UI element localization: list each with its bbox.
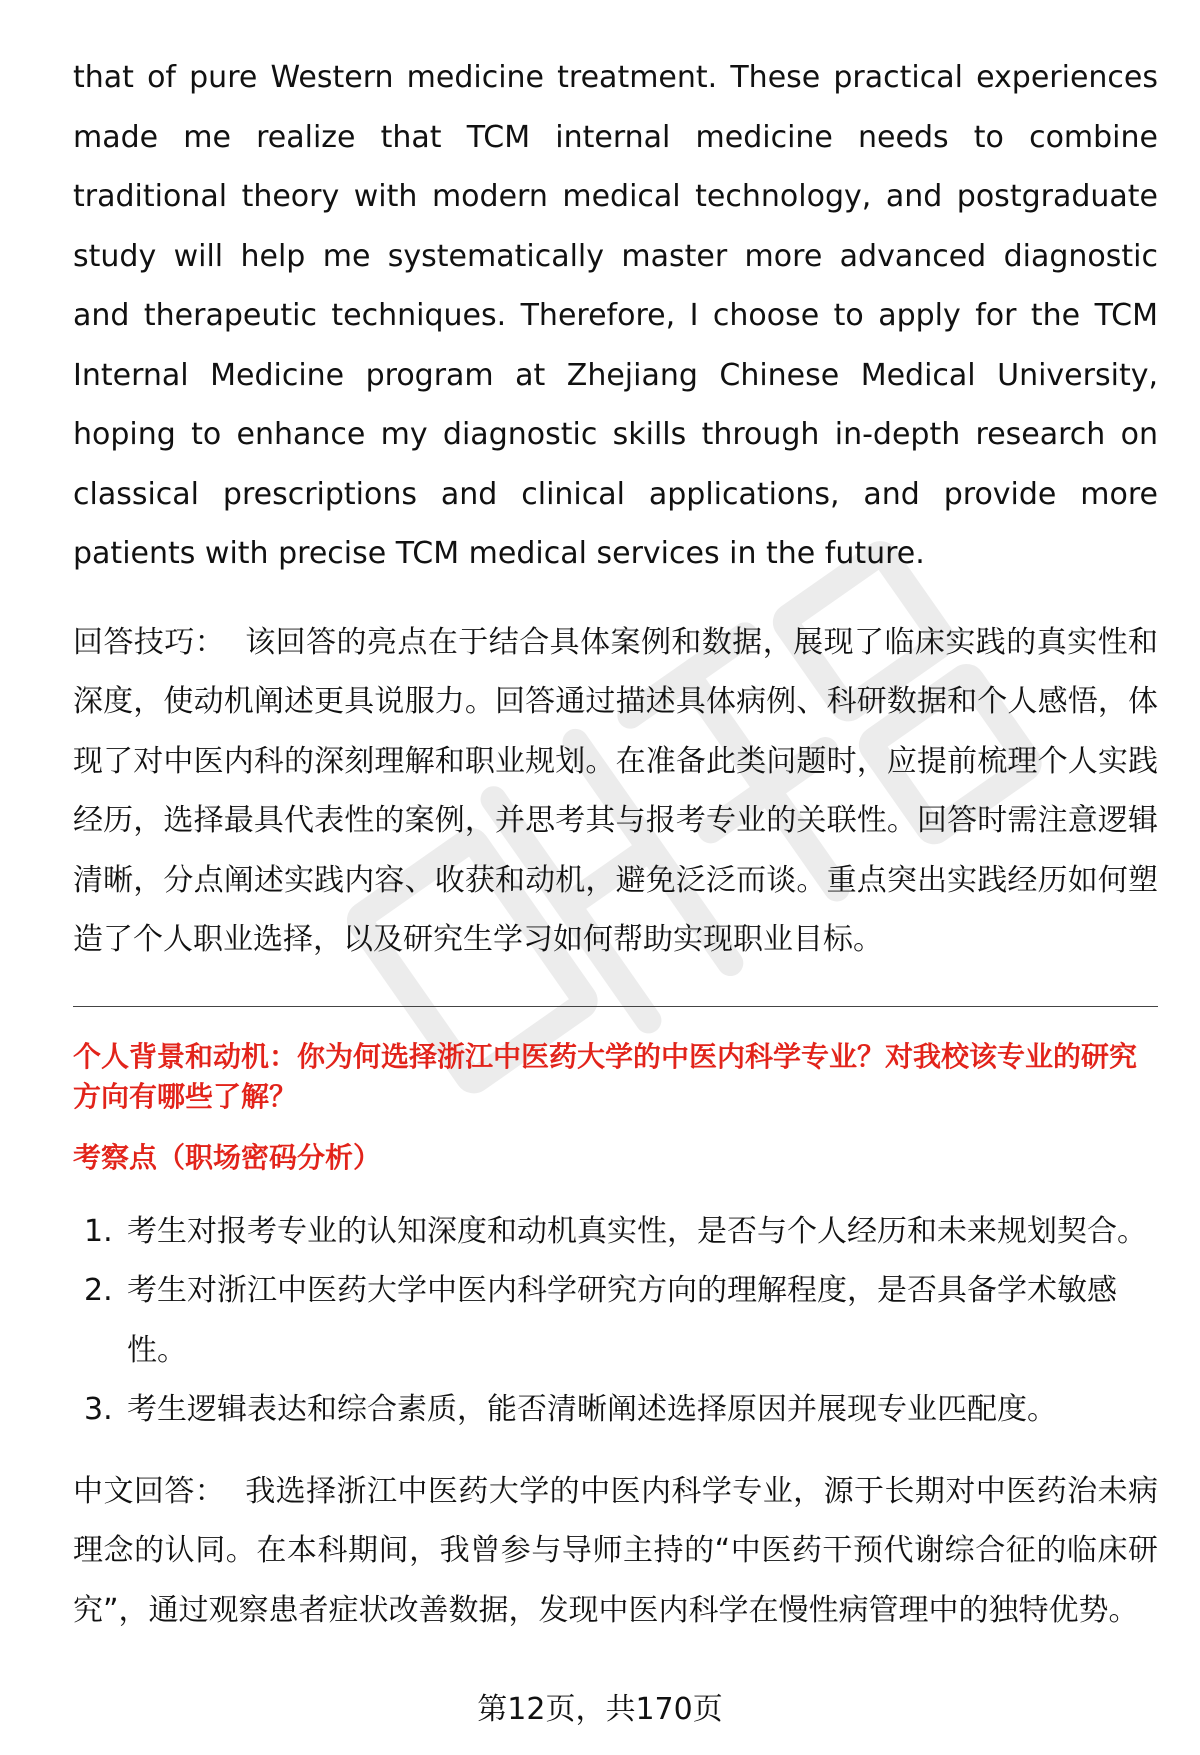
list-item-number: 3.	[84, 1392, 113, 1427]
answer-tip-text: 该回答的亮点在于结合具体案例和数据，展现了临床实践的真实性和深度，使动机阐述更具说服力。回答通过描述具体病例、科研数据和个人感悟，体现了对中医内科的深刻理解和职业规划。在准备此类问题时，应提前梳理个人实践经历，选择最具代表性的案例，并思考其与报考专业的关联性。回答时需注意逻辑清晰，分点阐述实践内容、收获和动机，避免泛泛而谈。重点突出实践经历如何塑造了个人职业选择，以及研究生学习如何帮助实现职业目标。	[73, 624, 1159, 957]
question-heading: 个人背景和动机：你为何选择浙江中医药大学的中医内科学专业？对我校该专业的研究方向有哪些了解？	[73, 1039, 1138, 1113]
english-answer-paragraph: that of pure Western medicine treatment. These practical experiences made me realize that TCM internal medicine needs to combine traditional theory with modern medical technology, and postgraduate study will help me systematically master more advanced diagnostic and therapeutic techniques. Therefore, I choose to apply for the TCM Internal Medicine program at Zhejiang Chinese Medical University, hoping to enhance my diagnostic skills through in-depth research on classical prescriptions and clinical applications, and provide more patients with precise TCM medical services in the future.	[73, 60, 1158, 571]
section-divider	[73, 1006, 1158, 1007]
list-item	[73, 1202, 1158, 1262]
assessment-points-list	[73, 1202, 1158, 1440]
list-item	[73, 1380, 1158, 1440]
page-number-footer: 第12页，共170页	[477, 1692, 723, 1727]
chinese-answer-paragraph	[73, 1462, 1158, 1641]
list-item-number: 2.	[84, 1273, 113, 1308]
list-item-number: 1.	[84, 1213, 113, 1249]
list-item-text: 考生对报考专业的认知深度和动机真实性，是否与个人经历和未来规划契合。	[127, 1213, 1147, 1249]
page-content	[73, 48, 1158, 1640]
assessment-points-heading: 考察点（职场密码分析）	[73, 1140, 382, 1174]
chinese-answer-text: 我选择浙江中医药大学的中医内科学专业，源于长期对中医药治未病理念的认同。在本科期间，我曾参与导师主持的“中医药干预代谢综合征的临床研究”，通过观察患者症状改善数据，发现中医内科学在慢性病管理中的独特优势。	[73, 1473, 1159, 1628]
list-item-text: 考生对浙江中医药大学中医内科学研究方向的理解程度，是否具备学术敏感性。	[127, 1273, 1117, 1368]
chinese-answer-label: 中文回答：	[73, 1473, 226, 1509]
list-item	[73, 1261, 1158, 1380]
answer-tip-paragraph	[73, 613, 1158, 970]
list-item-text: 考生逻辑表达和综合素质，能否清晰阐述选择原因并展现专业匹配度。	[127, 1392, 1057, 1427]
answer-tip-label: 回答技巧：	[73, 624, 226, 660]
